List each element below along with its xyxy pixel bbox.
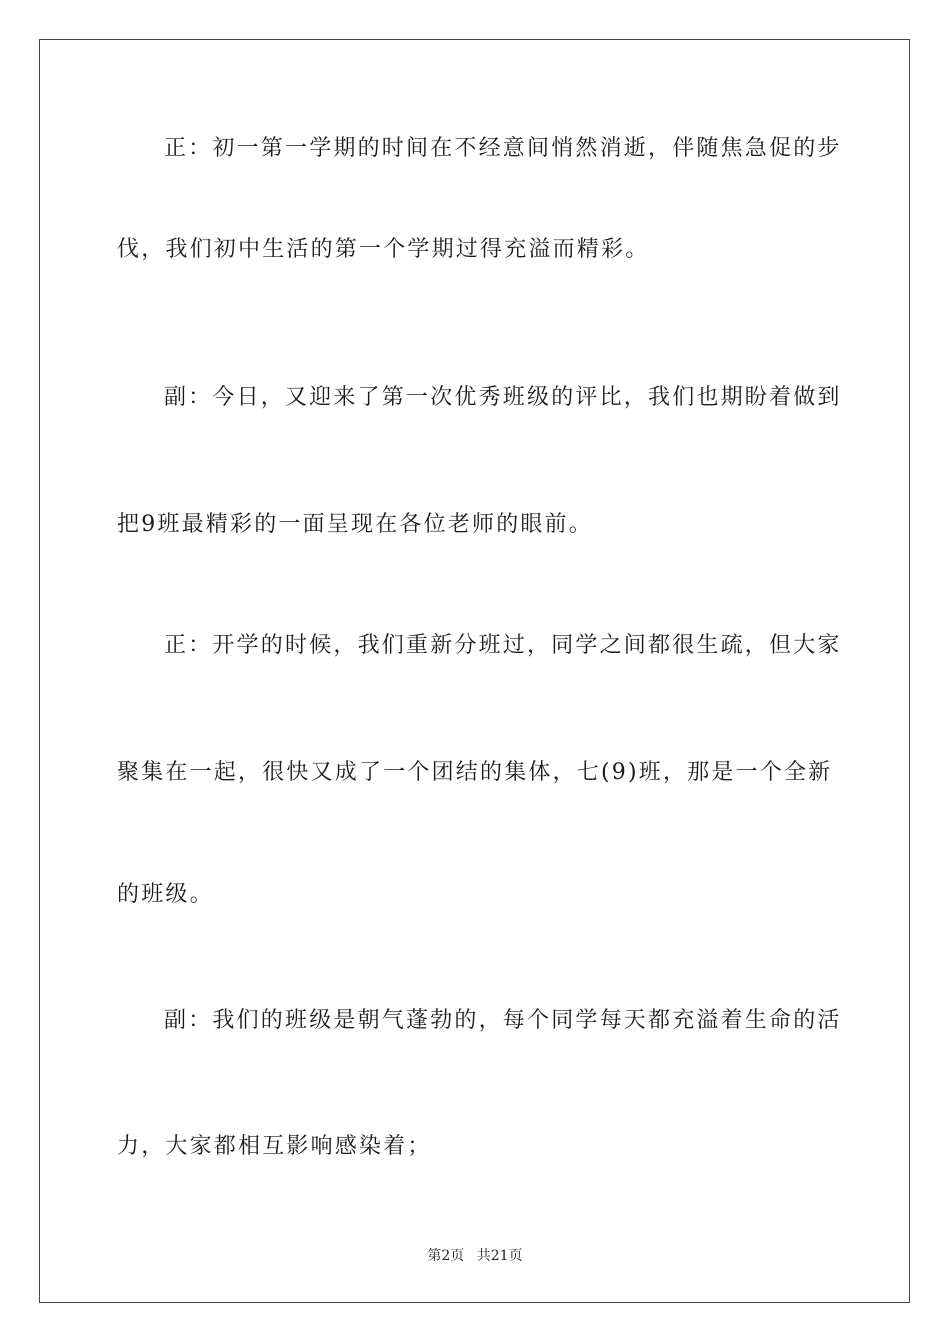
page-border bbox=[39, 39, 910, 1303]
paragraph-1-line-1: 正：初一第一学期的时间在不经意间悄然消逝，伴随焦急促的步 bbox=[164, 136, 842, 161]
paragraph-3-line-1: 正：开学的时候，我们重新分班过，同学之间都很生疏，但大家 bbox=[164, 633, 842, 658]
page-footer bbox=[0, 1248, 950, 1264]
paragraph-1-line-2: 伐，我们初中生活的第一个学期过得充溢而精彩。 bbox=[117, 237, 650, 262]
page-number: 第2页 bbox=[427, 1248, 465, 1264]
paragraph-3-line-2: 聚集在一起，很快又成了一个团结的集体，七(9)班，那是一个全新 bbox=[117, 760, 833, 785]
total-pages: 共21页 bbox=[476, 1248, 523, 1264]
paragraph-2-line-2: 把9班最精彩的一面呈现在各位老师的眼前。 bbox=[117, 512, 593, 537]
paragraph-3-line-3: 的班级。 bbox=[117, 882, 214, 907]
paragraph-4-line-2: 力，大家都相互影响感染着； bbox=[117, 1134, 432, 1159]
paragraph-2-line-1: 副：今日，又迎来了第一次优秀班级的评比，我们也期盼着做到 bbox=[164, 385, 842, 410]
paragraph-4-line-1: 副：我们的班级是朝气蓬勃的，每个同学每天都充溢着生命的活 bbox=[164, 1008, 842, 1033]
